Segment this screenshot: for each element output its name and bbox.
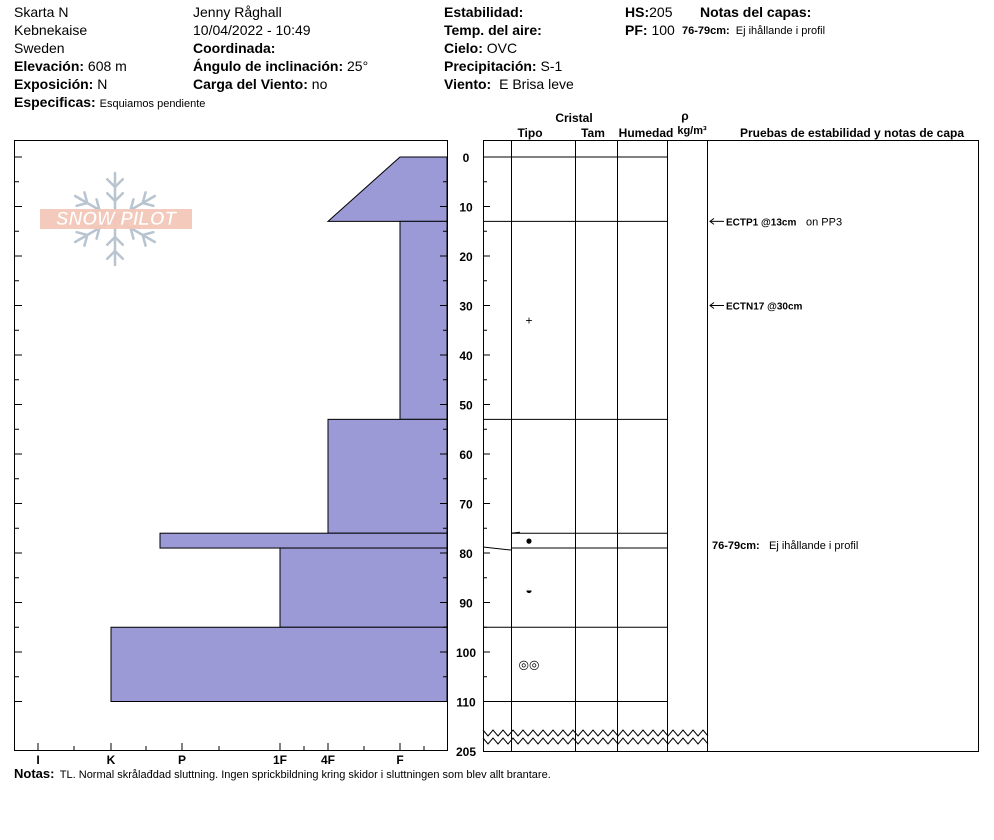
hardness-layer-4 [280, 548, 447, 627]
flake-branch-4-1-1 [77, 232, 88, 235]
precip-value: S-1 [540, 58, 563, 74]
hardness-label-1F: 1F [272, 753, 288, 767]
hardness-label-I: I [36, 753, 40, 767]
region: Kebnekaise [14, 22, 88, 38]
depth-label-80: 80 [459, 547, 473, 561]
layer-connector-79 [483, 547, 511, 550]
density-header: kg/m³ [677, 125, 707, 137]
hardness-layer-3 [160, 533, 447, 548]
pf-value: 100 [651, 22, 675, 38]
depth-label-70: 70 [459, 497, 473, 512]
elevation-value: 608 m [87, 58, 127, 74]
layer-notes-text: Ej ihållande i profil [735, 25, 826, 37]
stability-tests [710, 216, 858, 552]
depth-label-20: 20 [459, 250, 473, 264]
country: Sweden [14, 40, 65, 56]
wind-load-label: Carga del Viento: [193, 76, 308, 92]
flake-branch-2-1--1 [143, 232, 154, 235]
datetime: 10/04/2022 - 10:49 [193, 22, 311, 38]
hs-value: 205 [649, 4, 673, 20]
wind-load-value: no [311, 76, 328, 92]
hs-label: HS: [625, 4, 650, 20]
depth-label-0: 0 [462, 151, 470, 165]
hardness-layers [111, 157, 447, 702]
notes-text: TL. Normal skrålađdad sluttning. Ingen sprickbildning kring skidor i sluttningen som blev allt brantare. [59, 769, 551, 781]
rho-header: ρ [681, 109, 689, 123]
specifics-label: Especificas: [14, 94, 96, 110]
test-result-1: ECTN17 @30cm [726, 301, 803, 313]
location: Skarta N [14, 4, 69, 20]
depth-label-110: 110 [456, 695, 476, 710]
tests-panel [708, 141, 979, 752]
tests-header: Pruebas de estabilidad y notas de capa [739, 126, 965, 140]
zigzag-top [483, 730, 708, 736]
grain-symbol-0: + [525, 313, 533, 328]
layer-notes-label: Notas del capas: [700, 4, 812, 20]
grain-symbol-2: ◒ [525, 583, 533, 598]
depth-break-zigzags [483, 730, 708, 744]
test-note-0: on PP3 [806, 216, 843, 229]
hardness-axis [36, 743, 424, 767]
wind-label: Viento: [444, 76, 492, 92]
aspect-value: N [97, 76, 108, 92]
layer-notes-range: 76-79cm: [682, 25, 730, 37]
slope-value: 25° [347, 58, 369, 74]
hardness-layer-0 [328, 157, 447, 221]
depth-label-40: 40 [459, 349, 473, 363]
depth-label-50: 50 [459, 398, 473, 413]
layer-note-text-0: Ej ihållande i profil [769, 540, 859, 552]
sky-label: Cielo: [444, 40, 483, 56]
air-temp-label: Temp. del aire: [444, 22, 542, 38]
hardness-layer-5 [111, 627, 447, 701]
grain-symbol-1: ● [525, 533, 533, 548]
depth-label-100: 100 [455, 646, 477, 660]
hardness-label-4F: 4F [320, 753, 336, 767]
hardness-label-F: F [396, 753, 404, 767]
elevation-label: Elevación: [14, 58, 85, 74]
precip-label: Precipitación: [444, 58, 537, 74]
depth-label-60: 60 [459, 448, 473, 462]
slope-label: Ángulo de inclinación: [193, 58, 344, 74]
grain-symbols [519, 313, 540, 671]
grain-symbol-3: ◎◎ [518, 657, 540, 672]
depth-label-30: 30 [459, 299, 473, 314]
layer-note-range-0: 76-79cm: [712, 540, 760, 552]
flake-branch-5-1--1 [77, 203, 88, 206]
aspect-label: Exposición: [14, 76, 94, 92]
notes-label: Notas: [14, 766, 55, 781]
depth-label-90: 90 [459, 596, 473, 611]
snowpilot-logo [40, 173, 192, 265]
moisture-header: Humedad [618, 126, 674, 140]
stability-label: Estabilidad: [444, 4, 524, 20]
type-header: Tipo [517, 126, 543, 140]
flake-branch-1-1-1 [143, 203, 154, 206]
size-header: Tam [581, 126, 605, 140]
crystal-header: Cristal [555, 111, 593, 125]
test-result-0: ECTP1 @13cm [726, 217, 797, 229]
hardness-layer-2 [328, 419, 447, 533]
depth-label-10: 10 [459, 200, 473, 215]
notes [14, 765, 551, 784]
pf-label: PF: [625, 22, 648, 38]
logo-text: SNOW PILOT [55, 209, 177, 230]
hardness-label-K: K [106, 753, 116, 767]
wind-value: E Brisa leve [499, 76, 574, 92]
sky-value: OVC [486, 40, 518, 56]
crystal-grid [483, 140, 708, 752]
depth-labels [456, 151, 476, 759]
depth-label-total: 205 [455, 745, 477, 759]
observer: Jenny Råghall [193, 4, 282, 20]
specifics-value: Esquiamos pendiente [99, 98, 206, 110]
coordinate-label: Coordinada: [193, 40, 276, 56]
zigzag-bottom [483, 738, 708, 744]
hardness-layer-1 [400, 221, 447, 419]
hardness-label-P: P [177, 753, 187, 767]
